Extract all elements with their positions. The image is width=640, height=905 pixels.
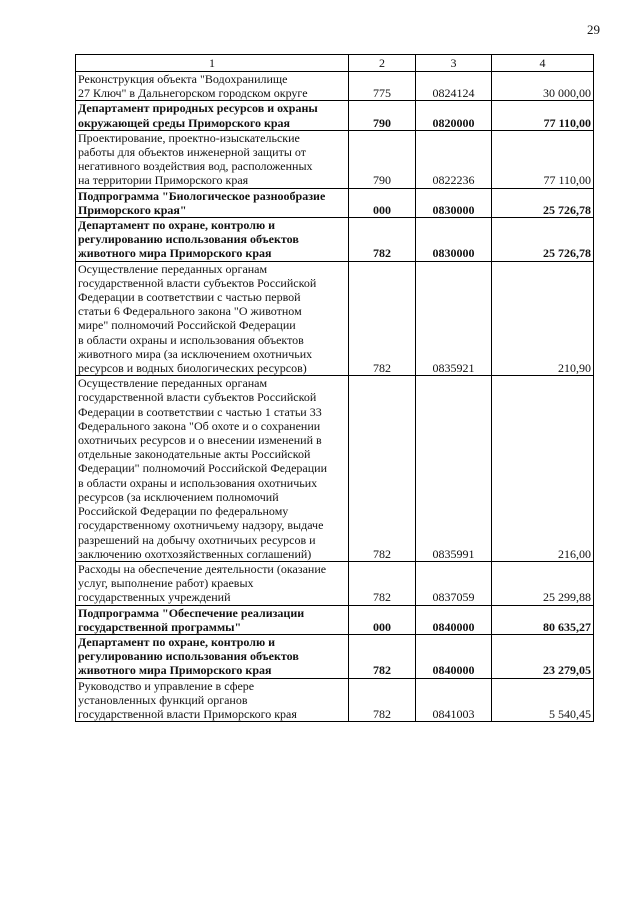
row-name-line: Федерального закона "Об охоте и о сохранении [78,418,321,433]
row-dept-code: 000 [349,605,416,634]
row-amount: 23 279,05 [492,634,594,678]
header-col-1: 1 [76,55,349,72]
header-col-4: 4 [492,55,594,72]
row-name-line: Подпрограмма "Биологическое разнообразие [78,188,326,203]
row-amount: 25 726,78 [492,188,594,217]
row-name-line: разрешений на добычу охотничьих ресурсов и [78,532,316,547]
row-name-line: на территории Приморского края [78,173,249,188]
row-name-line: установленных функций органов [78,692,248,707]
row-target-code: 0840000 [416,634,492,678]
row-target-code: 0824124 [416,72,492,101]
row-name-line: регулированию использования объектов [78,649,299,664]
table-row [76,130,594,188]
row-target-code: 0830000 [416,188,492,217]
row-name-line: Осуществление переданных органам [78,376,268,391]
row-name-line: ресурсов (за исключением полномочий [78,489,279,504]
row-amount: 30 000,00 [492,72,594,101]
table-row [76,561,594,605]
row-name-line: работы для объектов инженерной защиты от [78,145,306,160]
page-number: 29 [587,22,600,37]
budget-table-body [76,55,594,722]
row-dept-code: 782 [349,218,416,262]
row-name-line: услуг, выполнение работ) краевых [78,576,254,591]
row-dept-code: 790 [349,101,416,130]
row-name-line: Российской Федерации по федеральному [78,504,289,519]
row-name-line: Проектирование, проектно-изыскательские [78,130,300,145]
table-row-heading [76,101,594,130]
row-dept-code: 000 [349,188,416,217]
row-name-cell [76,634,349,678]
row-name-line: государственной власти субъектов Российской [78,275,317,290]
row-target-code: 0835991 [416,376,492,562]
row-amount: 216,00 [492,376,594,562]
row-name-cell [76,188,349,217]
row-name-line: в области охраны и использования объектов [78,332,304,347]
row-name-line: Расходы на обеспечение деятельности (оказание [78,561,327,576]
row-dept-code: 782 [349,634,416,678]
row-target-code: 0840000 [416,605,492,634]
row-name-line: заключению охотхозяйственных соглашений) [78,546,312,561]
row-amount: 80 635,27 [492,605,594,634]
row-name-line: государственному охотничьему надзору, выдаче [78,518,324,533]
row-name-line: ресурсов и водных биологических ресурсов) [78,361,307,376]
row-amount: 77 110,00 [492,130,594,188]
row-dept-code: 782 [349,376,416,562]
row-name-line: негативного воздействия вод, расположенных [78,159,313,174]
row-dept-code: 775 [349,72,416,101]
row-name-line: статьи 6 Федерального закона "О животном [78,304,302,319]
row-name-line: Осуществление переданных органам [78,261,268,276]
table-row-heading [76,188,594,217]
row-name-line: мире" полномочий Российской Федерации [78,318,296,333]
row-name-line: государственной программы" [78,619,242,634]
row-name-line: государственных учреждений [78,590,231,605]
row-target-code: 0822236 [416,130,492,188]
row-name-line: государственной власти Приморского края [78,706,297,721]
row-dept-code: 782 [349,261,416,376]
row-name-line: животного мира Приморского края [78,246,272,261]
row-name-cell [76,376,349,562]
row-name-line: отдельные законодательные акты Российской [78,447,311,462]
row-target-code: 0835921 [416,261,492,376]
row-amount: 25 726,78 [492,218,594,262]
row-dept-code: 782 [349,678,416,722]
row-name-cell [76,678,349,722]
row-name-line: 27 Ключ" в Дальнегорском городском округе [78,86,308,101]
row-name-line: Федерации в соответствии с частью первой [78,290,301,305]
row-target-code: 0837059 [416,561,492,605]
row-name-cell [76,605,349,634]
row-target-code: 0841003 [416,678,492,722]
row-name-line: Подпрограмма "Обеспечение реализации [78,605,305,620]
row-name-line: в области охраны и использования охотничьих [78,475,318,490]
table-row [76,376,594,562]
row-name-cell [76,261,349,376]
table-row [76,678,594,722]
row-name-cell [76,130,349,188]
table-row-heading [76,218,594,262]
row-name-line: Приморского края" [78,202,187,217]
row-name-line: окружающей среды Приморского края [78,115,291,130]
row-name-line: Департамент по охране, контролю и [78,218,276,233]
row-name-line: Реконструкция объекта "Водохранилище [78,72,288,86]
row-target-code: 0830000 [416,218,492,262]
budget-table [75,54,594,722]
row-name-line: Департамент природных ресурсов и охраны [78,101,318,116]
row-name-line: государственной власти субъектов Российской [78,390,317,405]
table-row [76,72,594,101]
row-name-line: животного мира (за исключением охотничьих [78,346,313,361]
header-col-2: 2 [349,55,416,72]
row-amount: 25 299,88 [492,561,594,605]
table-header-row [76,55,594,72]
header-col-3: 3 [416,55,492,72]
row-target-code: 0820000 [416,101,492,130]
row-dept-code: 782 [349,561,416,605]
row-name-line: регулированию использования объектов [78,232,299,247]
row-name-cell [76,72,349,101]
row-name-cell [76,218,349,262]
row-name-line: Федерации в соответствии с частью 1 статьи 33 [78,404,322,419]
row-name-line: животного мира Приморского края [78,663,272,678]
row-name-cell [76,561,349,605]
row-name-line: Руководство и управление в сфере [78,678,255,693]
table-row-heading [76,634,594,678]
row-amount: 77 110,00 [492,101,594,130]
table-row [76,261,594,376]
row-name-line: Федерации" полномочий Российской Федерации [78,461,327,476]
row-amount: 5 540,45 [492,678,594,722]
row-name-line: охотничьих ресурсов и о внесении изменений в [78,433,322,448]
table-row-heading [76,605,594,634]
row-name-line: Департамент по охране, контролю и [78,634,276,649]
row-name-cell [76,101,349,130]
row-dept-code: 790 [349,130,416,188]
row-amount: 210,90 [492,261,594,376]
